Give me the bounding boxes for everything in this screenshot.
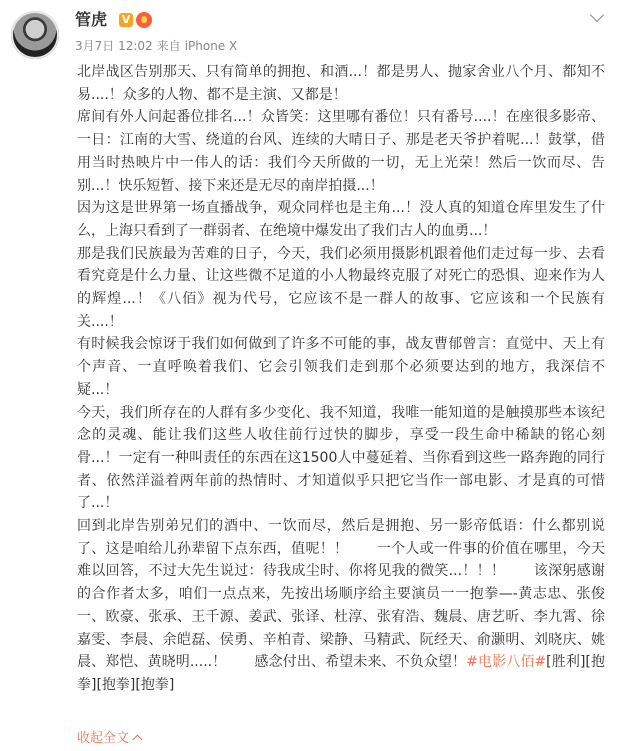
post-date[interactable]: 3月7日 12:02 — [75, 39, 153, 53]
emoji-fist: [抱拳] — [96, 676, 136, 693]
collapse-full-text-link[interactable] — [77, 731, 141, 747]
post-paragraph: 今天，我们所存在的人群有多少变化、我不知道，我唯一能知道的是触摸那些本该纪念的灵魂、能让我们这些人收住前行过快的脚步，享受一段生命中稀缺的铭心刻骨...！一定有一种叫责任的东西在这1500人中蔓延着、当你看到这些一路奔跑的同行者、依然洋溢着两年前的热情时、才知道似乎只把它当作一部电影、才是真的可惜了...！ — [77, 404, 605, 512]
verified-badge-icon: V — [119, 13, 133, 27]
emoji-victory: [胜利] — [546, 654, 586, 671]
hashtag-link[interactable]: #电影八佰# — [466, 654, 547, 671]
emoji-fist: [抱拳] — [135, 676, 175, 693]
post-paragraph: 席间有外人问起番位排名...！众皆笑：这里哪有番位！只有番号....！在座很多影帝、一日：江南的大雪、绕道的台风、连续的大晴日子、那是老天爷护着呢...！鼓掌，借用当时热映片中一伟人的话：我们今天所做的一切，无上光荣！然后一饮而尽、告别...！快乐短暂、接下来还是无尽的南岸拍摄...！ — [77, 109, 605, 194]
chevron-up-icon — [133, 735, 143, 745]
post-body — [77, 61, 605, 697]
post-paragraph-text: 回到北岸告别弟兄们的酒中、一饮而尽，然后是拥抱、另一影帝低语：什么都别说了、这是咱给儿孙辈留下点东西，值呢！！ 一个人或一件事的价值在哪里，今天难以回答，不过大先生说过：待我成尘时、你将见我的微笑...！！！ 该深躬感谢的合作者太多，咱们一点点来，先按出场顺序给主要演员一一抱拳—-黄志忠、张俊一、欧豪、张承、王千源、姜武、张译、杜淳、张宥浩、魏晨、唐艺昕、李九霄、徐嘉雯、李晨、余皑磊、侯勇、辛柏青、梁静、马精武、阮经天、俞灏明、刘晓庆、姚晨、郑恺、黄晓明.....！ 感念付出、希望未来、不负众望！ — [77, 518, 605, 671]
post-paragraph: 有时候我会惊讶于我们如何做到了许多不可能的事，战友曹郁曾言：直觉中、天上有个声音、一直呼唤着我们、它会引领我们走到那个必须要达到的地方，我深信不疑...！ — [77, 336, 605, 398]
author-name[interactable]: 管虎 — [75, 10, 108, 29]
post-source: iPhone X — [184, 39, 238, 53]
post-paragraph: 因为这是世界第一场直播战争，观众同样也是主角...！没人真的知道仓库里发生了什么，上海只看到了一群弱者、在绝境中爆发出了我们古人的血勇...！ — [77, 200, 605, 239]
post-paragraph: 北岸战区告别那天、只有简单的拥抱、和酒...！都是男人、抛家舍业八个月、都知不易....！众多的人物、都不是主演、又都是！ — [77, 64, 605, 103]
post-paragraph-last — [77, 515, 605, 697]
collapse-label: 收起全文 — [77, 731, 130, 746]
author-avatar[interactable] — [11, 11, 59, 59]
post-paragraph: 那是我们民族最为苦难的日子，今天，我们必须用摄影机跟着他们走过每一步、去看看究竟是什么力量、让这些微不足道的小人物最终克服了对死亡的恐惧、迎来作为人的辉煌...！《八佰》视为代号，它应该不是一群人的故事、它应该和一个民族有关....！ — [77, 245, 605, 330]
source-prefix: 来自 — [156, 39, 181, 53]
fan-badge-icon — [136, 12, 152, 28]
emoji-fist: [抱拳] — [77, 654, 605, 693]
post-meta — [75, 38, 241, 54]
chevron-down-icon[interactable] — [590, 8, 604, 22]
